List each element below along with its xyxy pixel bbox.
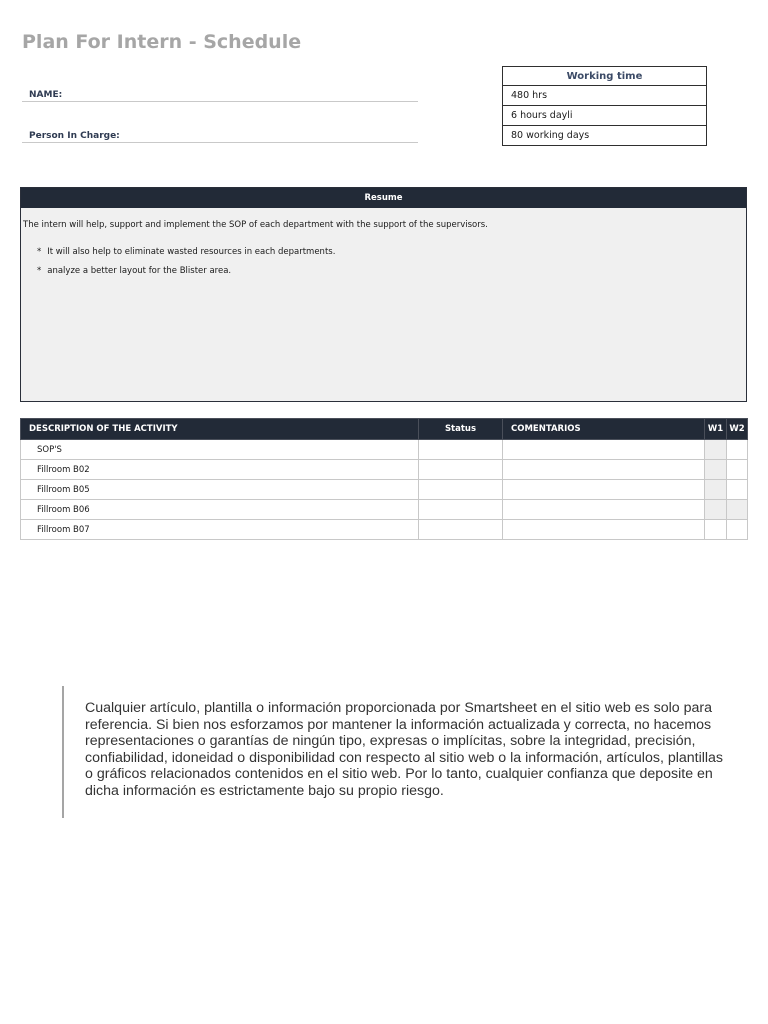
w2-cell[interactable] <box>727 520 748 540</box>
resume-header: Resume <box>21 188 746 208</box>
comments-cell[interactable] <box>503 500 705 520</box>
status-cell[interactable] <box>419 440 503 460</box>
comments-cell[interactable] <box>503 460 705 480</box>
w1-cell[interactable] <box>705 440 727 460</box>
resume-bullet: * analyze a better layout for the Blister area. <box>37 266 746 276</box>
working-time-days[interactable]: 80 working days <box>503 125 706 145</box>
resume-bullets <box>37 247 746 276</box>
status-cell[interactable] <box>419 460 503 480</box>
status-cell[interactable] <box>419 520 503 540</box>
activity-cell[interactable]: SOP'S <box>21 440 419 460</box>
col-w2-header: W2 <box>727 419 748 440</box>
col-description-header: DESCRIPTION OF THE ACTIVITY <box>21 419 419 440</box>
page-title: Plan For Intern - Schedule <box>22 31 302 53</box>
name-label: NAME: <box>29 90 63 100</box>
w2-cell[interactable] <box>727 480 748 500</box>
w2-cell[interactable] <box>727 500 748 520</box>
comments-cell[interactable] <box>503 440 705 460</box>
resume-bullet: * It will also help to eliminate wasted resources in each departments. <box>37 247 746 257</box>
person-in-charge-label: Person In Charge: <box>29 131 120 141</box>
activity-table-header-row <box>21 419 748 440</box>
w1-cell[interactable] <box>705 520 727 540</box>
w1-cell[interactable] <box>705 500 727 520</box>
table-row <box>21 500 748 520</box>
col-status-header: Status <box>419 419 503 440</box>
col-comments-header: COMENTARIOS <box>503 419 705 440</box>
resume-panel <box>20 187 747 402</box>
working-time-daily[interactable]: 6 hours dayli <box>503 105 706 125</box>
w1-cell[interactable] <box>705 460 727 480</box>
w1-cell[interactable] <box>705 480 727 500</box>
activity-table <box>20 418 748 540</box>
status-cell[interactable] <box>419 500 503 520</box>
table-row <box>21 440 748 460</box>
col-w1-header: W1 <box>705 419 727 440</box>
person-in-charge-field[interactable] <box>22 125 418 143</box>
comments-cell[interactable] <box>503 480 705 500</box>
resume-text: The intern will help, support and implement the SOP of each department with the support of the supervisors. <box>23 220 488 230</box>
comments-cell[interactable] <box>503 520 705 540</box>
working-time-table <box>502 66 707 146</box>
status-cell[interactable] <box>419 480 503 500</box>
activity-cell[interactable]: Fillroom B06 <box>21 500 419 520</box>
working-time-hours[interactable]: 480 hrs <box>503 85 706 105</box>
activity-cell[interactable]: Fillroom B05 <box>21 480 419 500</box>
activity-cell[interactable]: Fillroom B02 <box>21 460 419 480</box>
w2-cell[interactable] <box>727 460 748 480</box>
working-time-header: Working time <box>566 70 643 82</box>
table-row <box>21 480 748 500</box>
table-row <box>21 460 748 480</box>
table-row <box>21 520 748 540</box>
activity-cell[interactable]: Fillroom B07 <box>21 520 419 540</box>
name-field[interactable] <box>22 84 418 102</box>
disclaimer-text: Cualquier artículo, plantilla o información proporcionada por Smartsheet en el sitio web es solo para referencia. Si bien nos esforzamos por mantener la información actualizada y correcta, no hacemos representaciones o garantías de ningún tipo, expresas o implícitas, sobre la integridad, precisión, confiabilidad, idoneidad o disponibilidad con respecto al sitio web o la información, artículos, plantillas o gráficos relacionados contenidos en el sitio web. Por lo tanto, cualquier confianza que deposite en dicha información es estrictamente bajo su propio riesgo. <box>62 686 734 818</box>
w2-cell[interactable] <box>727 440 748 460</box>
